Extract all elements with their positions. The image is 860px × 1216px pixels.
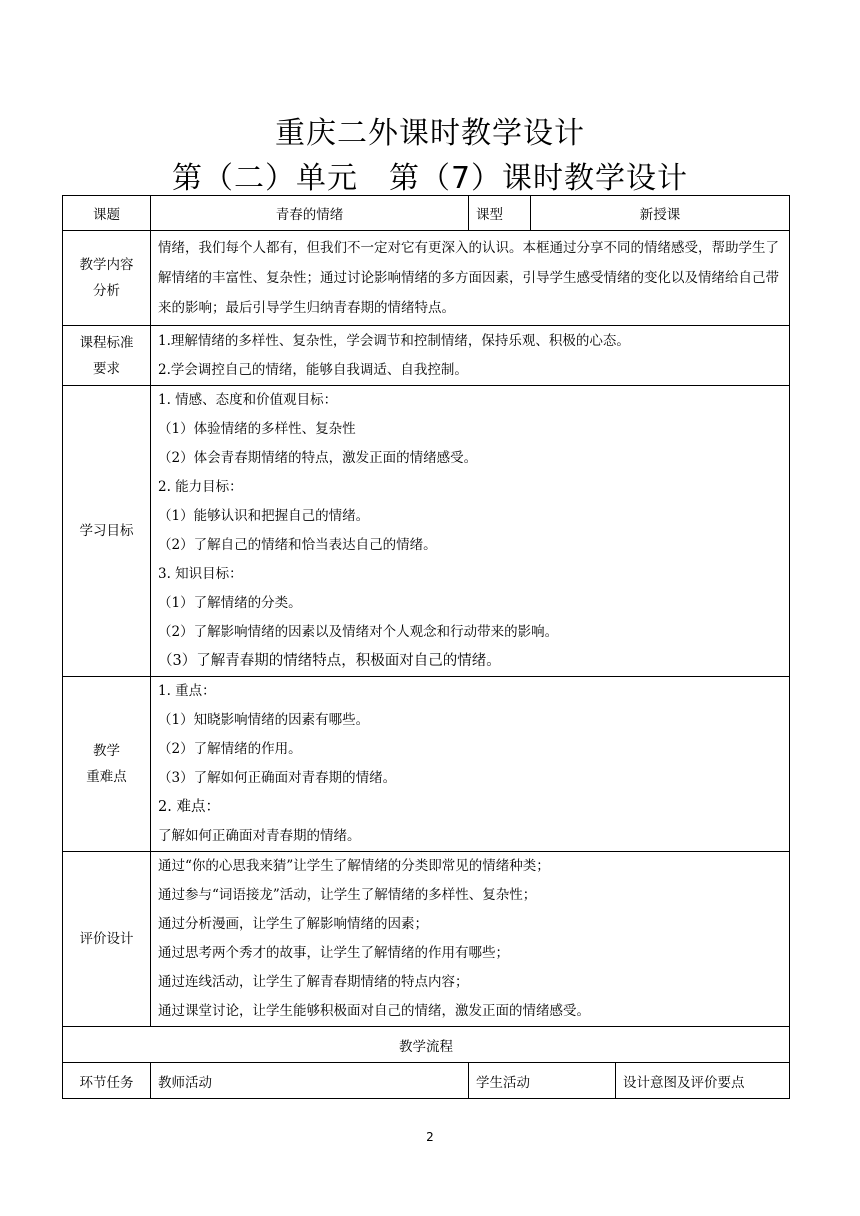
goal-line: （3）了解青春期的情绪特点，积极面对自己的情绪。 [158, 653, 501, 669]
key-point-line: （3）了解如何正确面对青春期的情绪。 [158, 770, 397, 786]
lesson-type-label: 课型 [469, 196, 531, 231]
goal-line: 1. 情感、态度和价值观目标： [158, 392, 338, 408]
key-point-line: 2. 难点： [158, 799, 220, 815]
lesson-type-value: 新授课 [531, 196, 790, 231]
label-line: 分析 [93, 283, 120, 299]
column-header-intent: 设计意图及评价要点 [616, 1063, 790, 1099]
page-number: 2 [426, 1130, 434, 1144]
curriculum-standard-row [63, 326, 790, 386]
goal-line: （1）了解情绪的分类。 [158, 595, 302, 611]
goal-line: 3. 知识目标： [158, 566, 243, 582]
topic-label: 课题 [63, 196, 151, 231]
goal-line: （1）能够认识和把握自己的情绪。 [158, 508, 370, 524]
content-analysis-row [63, 231, 790, 326]
content-analysis-text: 情绪，我们每个人都有，但我们不一定对它有更深入的认识。本框通过分享不同的情绪感受，帮助学生了解情绪的丰富性、复杂性；通过讨论影响情绪的多方面因素，引导学生感受情绪的变化以及情绪给自己带来的影响；最后引导学生归纳青春期的情绪特点。 [151, 231, 790, 326]
learning-goals-label: 学习目标 [63, 386, 151, 677]
goal-line: （2）了解自己的情绪和恰当表达自己的情绪。 [158, 537, 437, 553]
topic-row [63, 196, 790, 231]
process-columns-row [63, 1063, 790, 1099]
curriculum-standard-label [63, 326, 151, 386]
document-subtitle: 第（二）单元 第（7）课时教学设计 [171, 161, 689, 196]
key-point-line: 了解如何正确面对青春期的情绪。 [158, 828, 361, 844]
process-heading-row [63, 1027, 790, 1063]
learning-goals-content [151, 386, 790, 677]
column-header-stage: 环节任务 [63, 1063, 151, 1099]
key-points-content [151, 677, 790, 852]
key-point-line: （1）知晓影响情绪的因素有哪些。 [158, 712, 370, 728]
label-line: 教学 [93, 743, 120, 759]
curriculum-standard-content [151, 326, 790, 386]
evaluation-row [63, 852, 790, 1027]
label-line: 教学内容 [79, 257, 134, 273]
evaluation-line: 通过参与“词语接龙”活动，让学生了解情绪的多样性、复杂性； [158, 887, 537, 903]
goal-line: （2）体会青春期情绪的特点，激发正面的情绪感受。 [158, 450, 478, 466]
process-heading: 教学流程 [63, 1027, 790, 1063]
goal-line: （1）体验情绪的多样性、复杂性 [158, 421, 356, 437]
content-analysis-label [63, 231, 151, 326]
label-line: 课程标准 [79, 334, 134, 351]
standard-line: 1.理解情绪的多样性、复杂性，学会调节和控制情绪，保持乐观、积极的心态。 [158, 332, 630, 349]
evaluation-line: 通过连线活动，让学生了解青春期情绪的特点内容； [158, 974, 469, 990]
label-line: 要求 [93, 360, 120, 377]
evaluation-line: 通过思考两个秀才的故事，让学生了解情绪的作用有哪些； [158, 945, 509, 961]
column-header-student: 学生活动 [469, 1063, 616, 1099]
standard-line: 2.学会调控自己的情绪，能够自我调适、自我控制。 [158, 361, 468, 378]
evaluation-label: 评价设计 [63, 852, 151, 1027]
key-point-line: 1. 重点： [158, 683, 216, 699]
key-point-line: （2）了解情绪的作用。 [158, 741, 302, 757]
goal-line: （2）了解影响情绪的因素以及情绪对个人观念和行动带来的影响。 [158, 624, 559, 640]
key-points-row [63, 677, 790, 852]
evaluation-line: 通过课堂讨论，让学生能够积极面对自己的情绪，激发正面的情绪感受。 [158, 1003, 590, 1019]
column-header-teacher: 教师活动 [151, 1063, 469, 1099]
evaluation-line: 通过分析漫画，让学生了解影响情绪的因素； [158, 916, 428, 932]
evaluation-content [151, 852, 790, 1027]
learning-goals-row [63, 386, 790, 677]
key-points-label [63, 677, 151, 852]
evaluation-line: 通过“你的心思我来猜”让学生了解情绪的分类即常见的情绪种类； [158, 858, 550, 874]
document-title: 重庆二外课时教学设计 [275, 116, 585, 151]
lesson-plan-table [62, 195, 790, 1099]
topic-value: 青春的情绪 [151, 196, 469, 231]
label-line: 重难点 [86, 769, 127, 785]
goal-line: 2. 能力目标： [158, 479, 243, 495]
